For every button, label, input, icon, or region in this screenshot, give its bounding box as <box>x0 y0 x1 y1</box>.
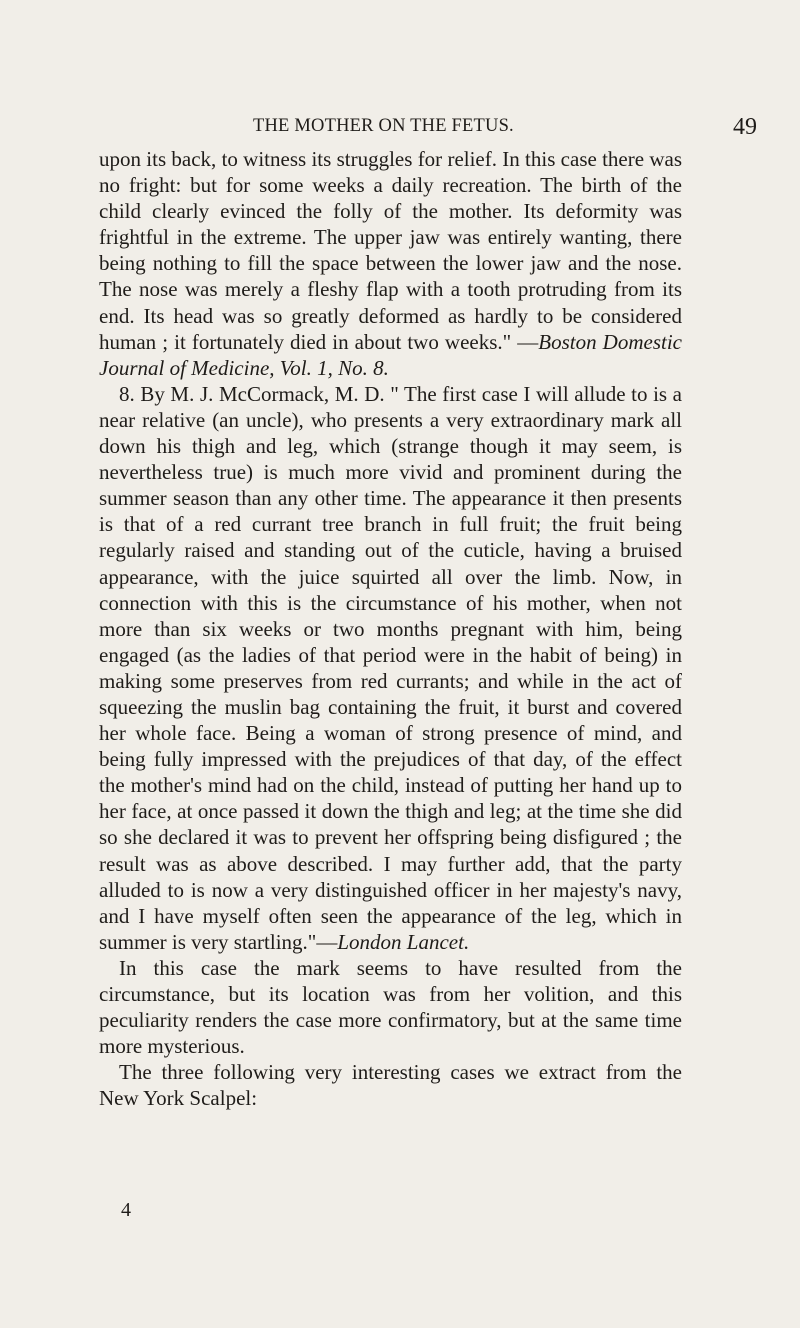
paragraph-text: 8. By M. J. McCormack, M. D. " The first case I will allude to is a near relative (an uncle), who presents a very extraordinary mark all down his thigh and leg, which (strange though it may seem, is nevertheless true) is much more vivid and prominent during the summer season than any other time. The appearance it then presents is that of a red currant tree branch in full fruit; the fruit being regularly raised and standing out of the cuticle, having a bruised appearance, with the juice squirted all over the limb. Now, in connection with this is the circumstance of his mother, when not more than six weeks or two months pregnant with him, being engaged (as the ladies of that period were in the habit of being) in making some preserves from red currants; and while in the act of squeezing the muslin bag containing the fruit, it burst and covered her whole face. Being a woman of strong presence of mind, and being fully impressed with the prejudices of that day, of the effect the mother's mind had on the child, instead of putting her hand up to her face, at once passed it down the thigh and leg; at the time she did so she declared it was to prevent her offspring being disfigured ; the result was as above described. I may further add, that the party alluded to is now a very distinguished officer in her majesty's navy, and I have myself often seen the appearance of the leg, which in summer is very startling."— <box>99 381 682 954</box>
page-number: 49 <box>733 114 757 140</box>
paragraph-case-8 <box>99 381 682 955</box>
running-head: THE MOTHER ON THE FETUS. <box>253 116 514 136</box>
source-citation: Boston Domestic Journal of Medicine, Vol. 1, No. 8. <box>99 329 682 380</box>
body-text <box>99 146 682 1111</box>
paragraph-introduction: The three following very interesting cases we extract from the New York Scalpel: <box>99 1060 682 1111</box>
paragraph-commentary: In this case the mark seems to have resulted from the circumstance, but its location was from her volition, and this peculiarity renders the case more confirmatory, but at the same time more mysterious. <box>99 955 682 1059</box>
paragraph-text: upon its back, to witness its struggles for relief. In this case there was no fright: but for some weeks a daily recreation. The birth of the child clearly evinced the folly of the mother. Its deformity was frightful in the extreme. The upper jaw was entirely wanting, there being nothing to fill the space between the lower jaw and the nose. The nose was merely a fleshy flap with a tooth protruding from its end. Its head was so greatly deformed as hardly to be considered human ; it fortunately died in about two weeks." — <box>99 147 682 354</box>
paragraph-continuation <box>99 146 682 381</box>
page-header <box>253 114 757 140</box>
signature-mark: 4 <box>121 1199 131 1221</box>
source-citation: London Lancet. <box>337 929 470 954</box>
